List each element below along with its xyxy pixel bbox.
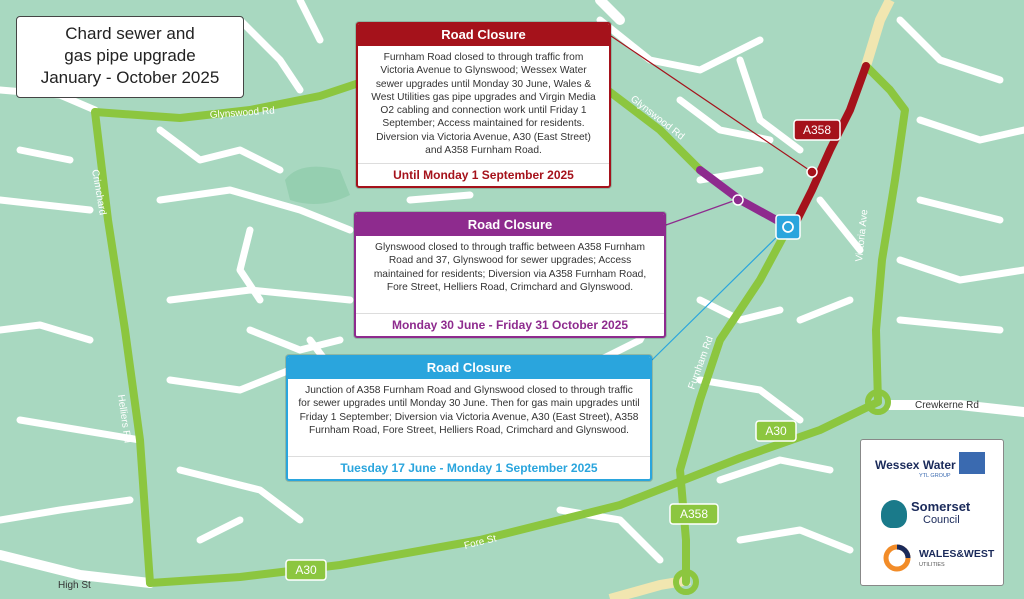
red-marker[interactable] (807, 167, 817, 177)
closure-card-junction (286, 355, 652, 481)
a30-shield-west-label: A30 (295, 563, 317, 577)
wessex-water-sub: YTL GROUP (919, 473, 951, 479)
wales-west-utilities-logo: WALES&WEST (919, 548, 995, 560)
furnham-road-closure[interactable] (796, 66, 866, 222)
road-label-high: High St (58, 580, 91, 591)
somerset-council-logo: Somerset (911, 499, 971, 514)
partner-logos (860, 439, 1004, 586)
road-label-crimchard: Crimchard (89, 168, 108, 216)
somerset-council-logo-line2: Council (923, 514, 960, 526)
map-title (16, 16, 244, 98)
road-label-fore: Fore St (463, 533, 498, 552)
closure-card-body: Furnham Road closed to through traffic from Victoria Avenue to Glynswood; Wessex Water sewer upgrades until Monday 30 June, Wales & West Utilities gas pipe upgrades and Virgin Media O2 cabling and connection work until Friday 1 September; Access maintained for residents. Diversion via Victoria Avenue, A30 (East Street) and A358 Furnham Road. (371, 52, 596, 157)
closure-card-furnham-road (356, 22, 611, 188)
closure-card-header: Road Closure (356, 214, 664, 236)
a30-shield-east-label: A30 (765, 424, 787, 438)
wales-west-utilities-icon (883, 544, 911, 572)
title-line-2: gas pipe upgrade (64, 46, 196, 65)
closure-card-dates: Monday 30 June - Friday 31 October 2025 (356, 313, 664, 336)
yellow-road-north (866, 0, 890, 66)
closure-card-header: Road Closure (358, 24, 609, 46)
road-label-glynswood-west: Glynswood Rd (209, 105, 276, 121)
ytl-icon (959, 452, 985, 474)
road-label-helliers: Helliers Rd (115, 393, 133, 444)
closure-card-dates: Until Monday 1 September 2025 (358, 163, 609, 186)
park-area (285, 167, 350, 204)
somerset-council-icon (881, 500, 907, 528)
purple-marker[interactable] (733, 195, 743, 205)
a358-shield-south-label: A358 (679, 507, 709, 521)
title-line-3: January - October 2025 (40, 68, 220, 87)
road-label-victoria: Victoria Ave (854, 208, 871, 263)
wales-west-utilities-sub: UTILITIES (919, 562, 945, 568)
closure-card-glynswood (354, 212, 666, 338)
title-line-1: Chard sewer and (65, 24, 195, 43)
wessex-water-logo: Wessex Water (875, 458, 956, 472)
closure-card-body: Junction of A358 Furnham Road and Glynswood closed to through traffic for sewer upgrades until Monday 30 June. Then for gas main upgrades until Friday 1 September; Diversion via Victoria Avenue, A30 (East Street), A358 Furnham Road, Fore Street, Helliers Road, Crimchard and Glynswood. (298, 385, 640, 436)
purple-connector (666, 200, 736, 225)
road-label-furnham: Furnham Rd (686, 335, 716, 392)
junction-closure-marker[interactable] (776, 215, 800, 239)
closure-card-dates: Tuesday 17 June - Monday 1 September 2025 (288, 456, 650, 479)
road-label-crewkerne: Crewkerne Rd (915, 400, 979, 411)
closure-card-header: Road Closure (288, 357, 650, 379)
closure-card-body: Glynswood closed to through traffic between A358 Furnham Road and 37, Glynswood for sewer upgrades; Access maintained for residents; Diversion via A358 Furnham Road, Fore Street, Helliers Road, Crimchard and Glynswood. (373, 242, 647, 293)
road-label-glynswood-east: Glynswood Rd (628, 93, 687, 143)
a358-shield-north-label: A358 (802, 123, 832, 137)
